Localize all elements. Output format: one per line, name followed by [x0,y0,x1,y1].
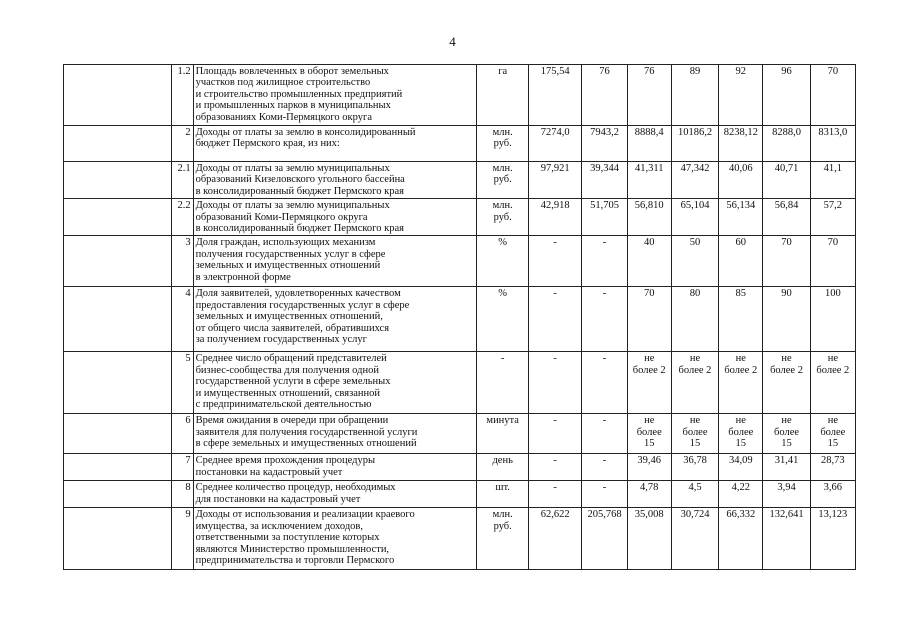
indicator-description-line: имущества, за исключением доходов, [195,520,364,532]
unit-cell-line: % [498,237,508,249]
value-cell-line: более [636,426,662,438]
indicator-description-line: образованиях Коми-Пермяцкого округа [195,111,372,123]
value-cell [582,454,627,481]
value-cell-line: 47,342 [680,163,710,174]
value-cell [763,287,810,352]
value-cell-line: - [602,415,607,427]
value-cell-line: - [553,415,557,427]
value-cell-line: 8888,4 [634,127,664,138]
value-cell [528,414,581,454]
value-cell-line: 70 [827,237,839,249]
value-cell [763,454,810,481]
unit-cell [477,162,528,199]
value-cell-line: - [602,288,607,300]
value-cell [671,65,718,126]
indicator-description-line: бюджет Пермского края, из них: [195,138,340,150]
value-cell [719,352,763,414]
value-cell-line: 15 [781,438,792,450]
value-cell-line: не [689,415,701,427]
value-cell [528,126,581,162]
value-cell-line: более [774,426,800,438]
section-cell [64,199,172,236]
value-cell [763,414,810,454]
value-cell [671,199,718,236]
unit-cell-line: млн. [492,163,513,174]
indicator-description-line: постановки на кадастровый учет [195,466,343,478]
value-cell-line: 15 [827,438,839,450]
value-cell-line: 8238,12 [723,127,758,138]
value-cell-line: 175,54 [540,66,570,77]
value-cell-line: 4,22 [731,482,750,494]
unit-cell [477,481,528,508]
value-cell [582,481,627,508]
value-cell-line: 96 [781,66,792,77]
indicator-description-line: и строительство промышленных предприятий [195,88,403,100]
value-cell [528,199,581,236]
table-row [64,162,856,199]
unit-cell-line: % [498,288,508,300]
indicator-description [193,508,477,570]
value-cell-line: - [553,455,557,467]
indicator-description [193,65,477,126]
value-cell [810,162,855,199]
value-cell-line: 42,918 [540,200,570,212]
indicator-description-line: бизнес-сообщества для получения одной [195,364,379,376]
unit-cell-line: млн. [492,127,513,138]
value-cell-line: более 2 [678,364,712,376]
indicator-description-line: за получением государственных услуг [195,334,367,346]
indicator-description [193,199,477,236]
value-cell-line: 10186,2 [677,127,713,138]
value-cell [810,414,855,454]
indicator-description-line: Среднее количество процедур, необходимых [195,482,396,494]
value-cell [810,236,855,287]
unit-cell-line: день [492,455,513,467]
unit-cell-line: - [500,353,505,365]
value-cell-line: 90 [781,288,792,300]
value-cell [627,162,671,199]
row-number: 8 [172,481,194,508]
value-cell [582,414,627,454]
value-cell [810,287,855,352]
value-cell [627,454,671,481]
section-cell [64,481,172,508]
value-cell-line: - [602,237,607,249]
unit-cell [477,454,528,481]
value-cell-line: более 2 [816,364,850,376]
value-cell [671,352,718,414]
table-row [64,65,856,126]
value-cell-line: 31,41 [774,455,799,467]
unit-cell [477,126,528,162]
unit-cell-line: руб. [493,138,512,150]
indicator-description-line: Доля граждан, использующих механизм [195,237,376,249]
value-cell [627,236,671,287]
indicator-description-line: в консолидированный бюджет Пермского края [195,223,404,235]
row-number: 4 [172,287,194,352]
value-cell-line: - [553,237,557,249]
indicator-description-line: государственной услуги в сфере земельных [195,376,391,388]
table-row [64,414,856,454]
value-cell [719,65,763,126]
indicator-description-line: для постановки на кадастровый учет [195,493,361,505]
value-cell [719,236,763,287]
indicator-description [193,481,477,508]
indicator-description-line: Доходы от платы за землю муниципальных [195,163,390,174]
unit-cell-line: руб. [493,174,512,186]
indicators-table [63,64,856,570]
value-cell-line: 76 [643,66,655,77]
unit-cell-line: минута [486,415,519,427]
indicator-description-line: заявителя для получения государственной услуги [195,426,418,438]
value-cell-line: 66,332 [726,509,756,521]
value-cell [627,199,671,236]
indicator-description-line: предоставления государственных услуг в сфере [195,299,410,311]
value-cell-line: 60 [735,237,747,249]
value-cell [671,236,718,287]
value-cell-line: 7274,0 [540,127,570,138]
page-number: 4 [449,34,456,49]
indicator-description-line: Доходы от платы за землю в консолидированный [195,127,416,138]
value-cell [528,481,581,508]
value-cell [671,454,718,481]
section-cell [64,126,172,162]
section-cell [64,65,172,126]
unit-cell-line: руб. [493,520,512,532]
value-cell [671,162,718,199]
value-cell-line: 40 [643,237,655,249]
section-cell [64,508,172,570]
indicator-description-line: и имущественных отношений, связанной [195,387,380,399]
value-cell-line: 34,09 [728,455,753,467]
unit-cell-line: млн. [492,509,513,521]
value-cell-line: 70 [827,66,839,77]
value-cell [810,352,855,414]
indicator-description-line: земельных и имущественных отношений [195,260,381,272]
value-cell-line: 4,5 [688,482,702,494]
indicator-description-line: Площадь вовлеченных в оборот земельных [195,66,389,77]
value-cell-line: 30,724 [680,509,710,521]
value-cell-line: 39,344 [590,163,619,174]
row-number: 2.1 [172,162,194,199]
value-cell-line: более [682,426,708,438]
value-cell [810,65,855,126]
value-cell-line: - [553,288,557,300]
indicator-description [193,126,477,162]
indicator-description-line: являются Министерство промышленности, [195,543,390,555]
unit-cell-line: га [498,66,508,77]
table-row [64,481,856,508]
value-cell-line: 41,311 [634,163,664,174]
value-cell-line: не [689,353,701,365]
unit-cell-line: млн. [492,200,513,212]
value-cell-line: 36,78 [683,455,707,467]
value-cell-line: 7943,2 [590,127,619,138]
indicator-description-line: Доходы от платы за землю муниципальных [195,200,390,212]
value-cell [582,162,627,199]
value-cell [528,454,581,481]
value-cell [627,126,671,162]
indicator-description-line: предпринимательства и торговли Пермского [195,555,395,567]
unit-cell [477,199,528,236]
value-cell [763,65,810,126]
value-cell [528,352,581,414]
row-number: 9 [172,508,194,570]
indicator-description [193,454,477,481]
indicator-description-line: образований Коми-Пермяцкого округа [195,211,368,223]
section-cell [64,236,172,287]
section-cell [64,454,172,481]
value-cell-line: 89 [689,66,701,77]
value-cell [671,508,718,570]
value-cell [719,481,763,508]
value-cell-line: не [781,415,792,427]
value-cell [671,481,718,508]
value-cell [627,287,671,352]
value-cell [810,126,855,162]
value-cell-line: более 2 [724,364,758,376]
value-cell-line: 205,768 [587,509,622,521]
value-cell-line: 62,622 [540,509,570,521]
indicator-description [193,162,477,199]
value-cell-line: 28,73 [821,455,845,467]
indicator-description-line: в электронной форме [195,271,291,283]
value-cell-line: не [781,353,792,365]
value-cell-line: не [644,353,655,365]
value-cell-line: 65,104 [680,200,710,212]
indicator-description-line: образований Кизеловского угольного бассейна [195,174,405,186]
value-cell [719,508,763,570]
value-cell [763,352,810,414]
value-cell [763,162,810,199]
section-cell [64,414,172,454]
value-cell [528,65,581,126]
table-row [64,287,856,352]
value-cell [671,126,718,162]
section-cell [64,352,172,414]
indicator-description [193,287,477,352]
value-cell-line: 13,123 [818,509,848,521]
value-cell [763,236,810,287]
value-cell-line: не [735,353,746,365]
row-number: 1.2 [172,65,194,126]
value-cell-line: более [820,426,846,438]
value-cell-line: 8288,0 [772,127,801,138]
indicator-description-line: Доля заявителей, удовлетворенных качеством [195,288,401,300]
value-cell [627,508,671,570]
unit-cell-line: руб. [493,211,512,223]
value-cell [719,199,763,236]
value-cell-line: 40,71 [774,163,799,174]
value-cell-line: более 2 [632,364,666,376]
value-cell-line: - [553,482,557,494]
indicator-description [193,414,477,454]
indicator-description-line: с предпринимательской деятельностью [195,399,372,411]
table-row [64,454,856,481]
value-cell [627,352,671,414]
indicator-description-line: земельных и имущественных отношений, [195,311,383,323]
value-cell-line: более [728,426,754,438]
value-cell-line: более 2 [770,364,803,376]
row-number: 2 [172,126,194,162]
value-cell-line: 39,46 [637,455,662,467]
value-cell-line: - [602,353,607,365]
value-cell [671,414,718,454]
value-cell-line: 51,705 [590,200,619,212]
indicator-description-line: ответственными за поступление которых [195,532,380,544]
value-cell-line: 15 [643,438,655,450]
value-cell-line: 97,921 [540,163,570,174]
value-cell [719,454,763,481]
value-cell [528,162,581,199]
value-cell-line: - [602,455,607,467]
indicator-description-line: в сфере земельных и имущественных отношений [195,438,417,450]
value-cell [763,508,810,570]
indicator-description-line: участков под жилищное строительство [195,77,371,89]
value-cell-line: 41,1 [823,163,843,174]
row-number: 6 [172,414,194,454]
value-cell-line: 40,06 [728,163,753,174]
indicator-description-line: Среднее число обращений представителей [195,353,387,365]
value-cell [810,508,855,570]
value-cell-line: не [827,353,838,365]
table-row [64,508,856,570]
value-cell-line: 15 [735,438,747,450]
value-cell-line: 56,84 [774,200,799,212]
indicator-description [193,352,477,414]
indicator-description [193,236,477,287]
value-cell-line: 3,66 [823,482,843,494]
value-cell-line: 80 [689,288,701,300]
value-cell-line: не [644,415,655,427]
value-cell-line: 76 [599,66,610,77]
value-cell [528,287,581,352]
unit-cell [477,414,528,454]
value-cell-line: 56,810 [634,200,664,212]
value-cell [763,481,810,508]
value-cell [582,352,627,414]
value-cell-line: 132,641 [769,509,804,521]
value-cell-line: - [602,482,607,494]
value-cell-line: 8313,0 [818,127,848,138]
value-cell-line: 70 [781,237,792,249]
value-cell-line: не [735,415,746,427]
value-cell-line: 4,78 [640,482,659,494]
section-cell [64,162,172,199]
value-cell [763,126,810,162]
value-cell [582,508,627,570]
unit-cell [477,287,528,352]
table-row [64,199,856,236]
value-cell-line: 35,008 [634,509,664,521]
table-row [64,236,856,287]
row-number: 5 [172,352,194,414]
value-cell [627,65,671,126]
value-cell-line: 92 [735,66,747,77]
section-cell [64,287,172,352]
unit-cell [477,236,528,287]
value-cell-line: 3,94 [777,482,796,494]
indicator-description-line: и промышленных парков в муниципальных [195,100,391,112]
value-cell [719,162,763,199]
value-cell [582,236,627,287]
unit-cell [477,508,528,570]
value-cell [671,287,718,352]
value-cell-line: 50 [689,237,701,249]
row-number: 2.2 [172,199,194,236]
indicator-description-line: Доходы от использования и реализации краевого [195,509,415,521]
value-cell-line: 100 [824,288,841,300]
indicator-description-line: Среднее время прохождения процедуры [195,455,376,467]
value-cell [582,65,627,126]
unit-cell [477,352,528,414]
value-cell [719,287,763,352]
value-cell [627,481,671,508]
value-cell [763,199,810,236]
value-cell-line: 15 [689,438,701,450]
indicator-description-line: от общего числа заявителей, обратившихся [195,322,390,334]
value-cell [810,454,855,481]
value-cell-line: 85 [735,288,747,300]
value-cell [719,126,763,162]
value-cell [582,199,627,236]
unit-cell [477,65,528,126]
value-cell [810,199,855,236]
value-cell-line: 70 [643,288,655,300]
value-cell-line: не [827,415,838,427]
value-cell-line: 56,134 [726,200,756,212]
value-cell [582,287,627,352]
value-cell [528,508,581,570]
indicator-description-line: получения государственных услуг в сфере [195,248,386,260]
table-row [64,352,856,414]
value-cell-line: - [553,353,557,365]
row-number: 7 [172,454,194,481]
table-row [64,126,856,162]
value-cell [810,481,855,508]
value-cell [528,236,581,287]
indicator-description-line: в консолидированный бюджет Пермского края [195,185,404,197]
row-number: 3 [172,236,194,287]
value-cell [582,126,627,162]
unit-cell-line: шт. [495,482,510,494]
value-cell-line: 57,2 [823,200,843,212]
value-cell [719,414,763,454]
indicator-description-line: Время ожидания в очереди при обращении [195,415,389,427]
value-cell [627,414,671,454]
